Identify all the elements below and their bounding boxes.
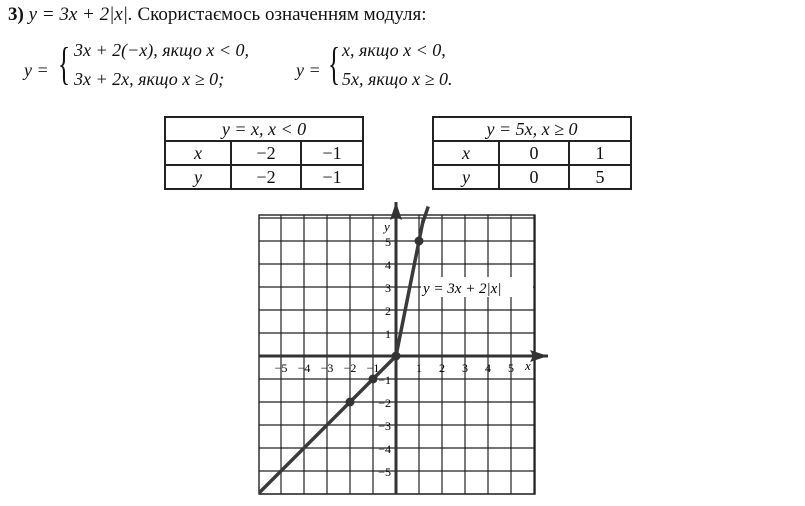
y-tick-label: 2 — [385, 304, 391, 318]
table-cell: 0 — [499, 165, 569, 189]
x-tick-label: 3 — [462, 361, 468, 375]
y-tick-label: −3 — [378, 419, 391, 433]
system-lhs: y = — [296, 60, 321, 80]
data-point — [392, 352, 401, 361]
x-tick-label: 2 — [439, 361, 445, 375]
table-cell: −2 — [231, 165, 301, 189]
table-cell: y — [165, 165, 231, 189]
function-label: y = 3x + 2|x| — [423, 281, 502, 297]
x-tick-label: 1 — [416, 361, 422, 375]
table-cell: −1 — [301, 165, 363, 189]
table-title: y = x, x < 0 — [165, 117, 363, 141]
table-cell: −1 — [301, 141, 363, 165]
table-cell: y — [433, 165, 499, 189]
data-point — [346, 398, 355, 407]
x-axis-label: x — [525, 358, 531, 373]
x-tick-label: 5 — [508, 361, 514, 375]
x-tick-label: −1 — [366, 361, 380, 375]
table-cell: 0 — [499, 141, 569, 165]
x-tick-label: 4 — [485, 361, 491, 375]
x-tick-label: −3 — [320, 361, 334, 375]
data-point — [415, 237, 424, 246]
table-cell: 1 — [569, 141, 631, 165]
task-number: 3) — [8, 4, 24, 25]
table-cell: 5 — [569, 165, 631, 189]
system-row-1: 3x + 2(−x), якщо x < 0, — [74, 40, 249, 60]
y-tick-label: −2 — [378, 396, 391, 410]
task-text: Скористаємось означенням модуля: — [137, 4, 427, 25]
y-axis-label: y — [384, 219, 390, 234]
y-tick-label: −5 — [378, 465, 391, 479]
data-point — [369, 375, 378, 384]
y-tick-label: 3 — [385, 281, 391, 295]
system-lhs: y = — [24, 60, 49, 80]
y-tick-label: 5 — [385, 235, 391, 249]
x-tick-label: −4 — [297, 361, 311, 375]
table-cell: −2 — [231, 141, 301, 165]
y-tick-label: 4 — [385, 258, 391, 272]
system-row-2: 5x, якщо x ≥ 0. — [342, 69, 453, 89]
table-cell: x — [165, 141, 231, 165]
y-tick-label: −1 — [378, 373, 391, 387]
x-tick-label: −2 — [343, 361, 357, 375]
y-tick-label: 1 — [385, 327, 391, 341]
system-row-2: 3x + 2x, якщо x ≥ 0; — [74, 69, 225, 89]
x-tick-label: −5 — [274, 361, 288, 375]
y-tick-label: −4 — [378, 442, 391, 456]
brace-icon: { — [58, 38, 71, 89]
system-row-1: x, якщо x < 0, — [342, 40, 446, 60]
table-cell: x — [433, 141, 499, 165]
brace-icon: { — [328, 38, 341, 89]
table-title: y = 5x, x ≥ 0 — [433, 117, 631, 141]
task-equation: y = 3x + 2|x|. — [28, 4, 133, 25]
